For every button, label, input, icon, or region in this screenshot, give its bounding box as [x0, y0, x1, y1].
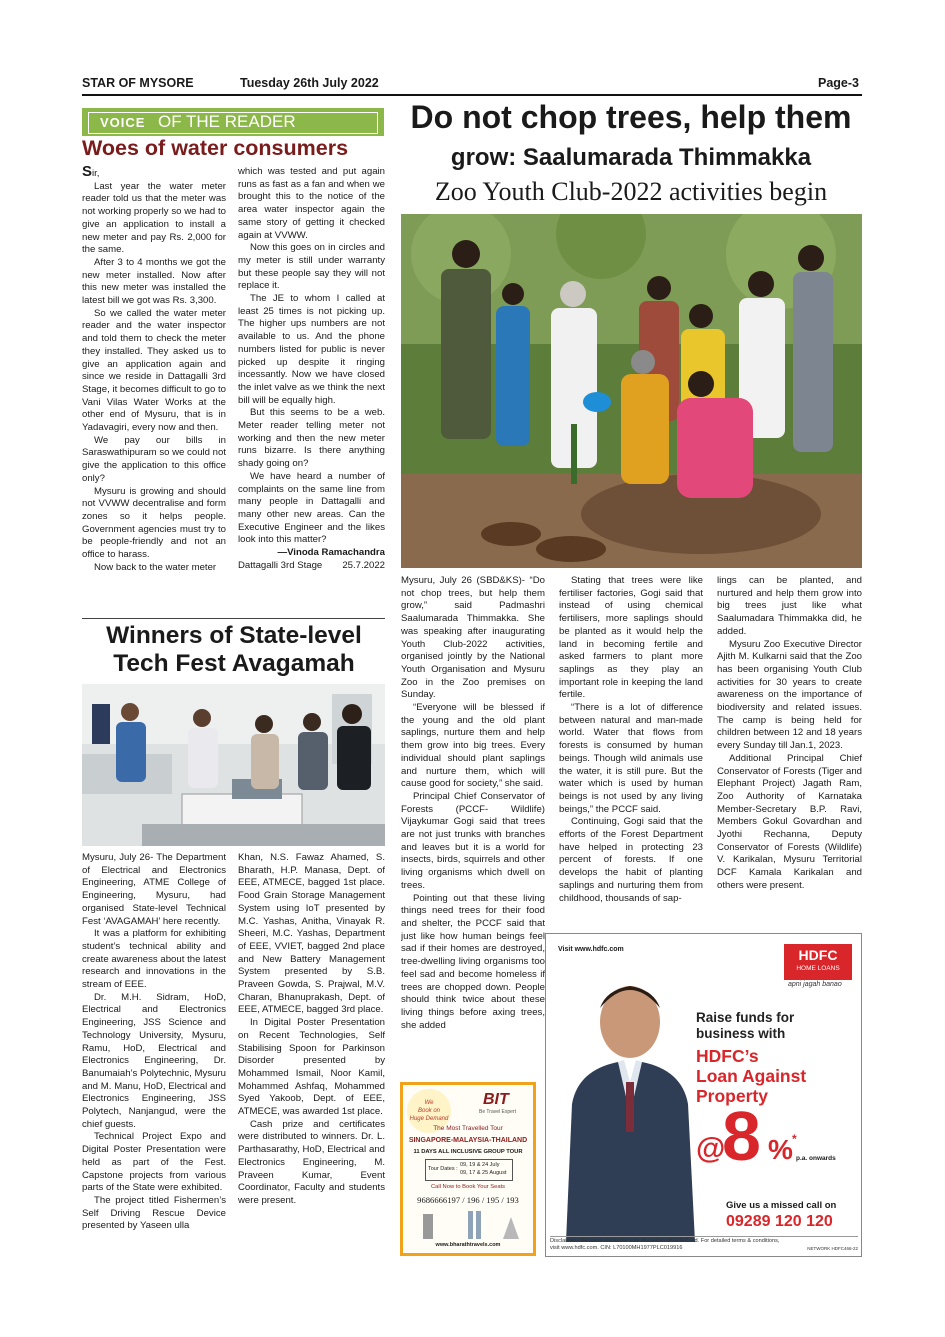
- paragraph: Pointing out that these living things need trees for their food and shelter, the PCCF said that just like how human beings feel sad if their homes are destroyed, tree-dwelling living organisms too feel sad and become homeless if trees are chopped down. People should think twice about these living things before axing trees, she added: [401, 892, 545, 1031]
- hdfc-rate-value: 8: [722, 1097, 761, 1175]
- hdfc-disclaimer: [550, 1236, 858, 1252]
- tour-days: 11 DAYS ALL INCLUSIVE GROUP TOUR: [413, 1149, 523, 1155]
- letter-sign-line: [238, 560, 385, 573]
- paragraph: In Digital Poster Presentation on Recent Technologies, Self Stabilising Spoon for Parkinson Disorder presented by Mohammed Ismail, Noor Kamil, Mohammed Ashfaq, Mohammed Syed Yakoob, Dept. of EEE, ATMECE, was awarded 1st place.: [238, 1017, 385, 1118]
- hdfc-loan-2: Loan Against: [696, 1066, 807, 1086]
- hdfc-brand: HDFC: [798, 947, 838, 963]
- paragraph: The project titled Fishermen’s Self Driving Rescue Device presented by Yaseen ulla: [82, 1194, 226, 1232]
- paragraph: Now back to the water meter: [94, 561, 217, 573]
- hdfc-model-photo: [558, 964, 703, 1242]
- tech-headline-line1: Winners of State-level: [106, 622, 362, 649]
- section-divider: [82, 618, 385, 619]
- header-rule: [82, 94, 862, 96]
- hdfc-percent: %: [768, 1134, 793, 1165]
- tech-fest-photo: [82, 684, 385, 846]
- paragraph: Additional Principal Chief Conservator of Forests (Tiger and Elephant Project) Jagath Ram, Zoo Authority of Karnataka Member-Secretary B.P. Ravi, Members Gokul Govardhan and Jyothi Rechanna, Deputy Conservator of Forests (Wildlife) V. Karikalan, Mysuru Territorial DCF Kamala Karikalan and others were present.: [717, 752, 862, 891]
- travel-ad: [400, 1082, 536, 1256]
- letter-signature: —Vinoda Ramachandra: [277, 547, 385, 559]
- main-column-3: [717, 575, 862, 925]
- main-column-2: [559, 575, 703, 925]
- paragraph: Principal Chief Conservator of Forests (PCCF- Wildlife) Vijaykumar Gogi said that trees are not just trunks with branches and leaves but it is a world for insects, birds, squirrels and other living organisms which dwell on trees.: [401, 790, 545, 891]
- paper-name: STAR OF MYSORE: [82, 76, 194, 90]
- tour-most: The Most Travelled Tour: [433, 1125, 503, 1132]
- paragraph: The JE to whom I called at least 25 times is not picking up. The higher ups numbers are not available to us. And the phone numbers listed for public is never picked up despite it ringing incessantly. Now we have closed the inlet valve as we think the next bill will be equally high.: [238, 293, 385, 406]
- tech-column-2: [238, 852, 385, 1262]
- paragraph: We have heard a number of complaints on the same line from many people in Dattagalli and many other new areas. Can the Executive Engineer and the likes look into this matter?: [238, 470, 385, 546]
- paragraph: “There is a lot of difference between natural and man-made world. Water that flows from forests is consumed by human beings. Though wild animals use the water, it is still pure. But the water which is used by human beings is not used by any living beings,” the PCCF said.: [559, 702, 703, 815]
- paragraph: which was tested and put again runs as fast as a fan and when we brought this to the notice of the area water inspector again the same story of getting it checked again at VVWW.: [238, 166, 385, 241]
- hdfc-pa: p.a. onwards: [796, 1155, 836, 1162]
- tour-destinations: SINGAPORE-MALAYSIA-THAILAND: [408, 1137, 528, 1144]
- voice-banner: [82, 108, 384, 136]
- hdfc-at: @: [696, 1132, 726, 1165]
- hdfc-loan-3: Property: [696, 1086, 768, 1106]
- tree-planting-photo: [401, 214, 862, 568]
- hdfc-raise-1: Raise funds for: [696, 1010, 795, 1025]
- paragraph: So we called the water meter reader and the water inspector and told them to check the meter they installed. They asked us to give an application again and since we reside in Dattagalli 3rd Stage, it becomes difficult to go to Vani Vilas Water Works at the other end of Mysuru, that is in Yadavagiri, every now and then.: [82, 307, 226, 434]
- hdfc-visit: Visit www.hdfc.com: [558, 946, 624, 953]
- travel-tagline: Be Travel Expert: [479, 1109, 516, 1115]
- paragraph: Mysuru is growing and should not VVWW decentralise and form zones so it helps people. Government agencies must try to be people-friendly and not an office to harass.: [82, 485, 226, 561]
- paragraph: After 3 to 4 months we got the new meter installed. Now after this new meter was installed the latest bill we got was Rs. 3,300.: [82, 256, 226, 307]
- travel-website: www.bharathtravels.com: [435, 1242, 501, 1248]
- hdfc-logo: [784, 944, 852, 980]
- hdfc-phone: 09289 120 120: [726, 1213, 833, 1230]
- paragraph: Stating that trees were like fertiliser factories, Gogi said that instead of using chemical fertilisers, more saplings should be planted as it would help the land in becoming fertile and asked farmers to plant more saplings as they play an important role in keeping the land fertile.: [559, 575, 703, 701]
- hdfc-network: NETWORK HDFC466-22: [807, 1246, 858, 1251]
- page-number: Page-3: [818, 76, 859, 90]
- paragraph: Khan, N.S. Fawaz Ahamed, S. Bharath, H.P. Manasa, Dept. of EEE, ATMECE, bagged 1st place. Food Grain Storage Management System using IoT presented by M.C. Yashas, Anitha, Vinayak R. Sheeri, M.C. Yashas, Department of EEE, VVIET, bagged 2nd place and New Battery Management System presented by S.B. Praveen Gowda, S. Prajwal, M.V. Charan, Bhanuprakash, Dept. of EEE, ATMECE, bagged 3rd place.: [238, 852, 385, 1016]
- travel-logo: BIT: [483, 1091, 509, 1108]
- tour-dates-1: 09, 19 & 24 July: [460, 1162, 500, 1168]
- hdfc-disclaimer-2-row: [550, 1245, 858, 1252]
- tour-phone: 9686666197 / 196 / 195 / 193: [417, 1195, 519, 1205]
- hdfc-asterisk: *: [792, 1132, 797, 1146]
- voice-badge: VOICE: [100, 115, 146, 130]
- paragraph: Continuing, Gogi said that the efforts of the Forest Department have helped in protecting 23 percent of forests. If one develops the habit of planting saplings and nurturing them from childhood, thousands of sap-: [559, 816, 703, 904]
- hdfc-raise: [696, 1010, 794, 1042]
- paragraph: Mysuru Zoo Executive Director Ajith M. Kulkarni said that the Zoo has been organising Youth Club activities for 30 years to create awareness on the importance of biodiversity and related issues. The camp is being held for children between 12 and 18 years every Sunday till Jan.1, 2023.: [717, 638, 862, 752]
- main-column-1: [401, 575, 545, 1075]
- paragraph: Now this goes on in circles and my meter is still under warranty but these people say they will not replace it.: [238, 242, 385, 292]
- paragraph: Last year the water meter reader told us that the meter was not working properly so we had to give an application to install a new meter and pay Rs. 2,000 for the same.: [82, 180, 226, 256]
- hdfc-loan-1: HDFC’s: [696, 1046, 759, 1066]
- paragraph: But this seems to be a web. Meter reader telling meter not working and then the new meter runs bizarre. Is there anything shady going on?: [238, 407, 385, 470]
- main-headline-3: Zoo Youth Club-2022 activities begin: [434, 177, 828, 206]
- paragraph: It was a platform for exhibiting student’s technical ability and create awareness about the latest research and innovations in the stream of EEE.: [82, 928, 226, 991]
- paragraph: lings can be planted, and nurtured and help them grow into big trees just like what Saalumadara Thimmakka did, he added.: [717, 575, 862, 637]
- issue-date: Tuesday 26th July 2022: [240, 76, 379, 90]
- letter-column-1: [82, 166, 226, 614]
- tour-dates-box: [425, 1159, 513, 1181]
- letter-place: Dattagalli 3rd Stage: [238, 559, 323, 571]
- tech-headline: [82, 622, 386, 678]
- hdfc-missed: Give us a missed call on: [726, 1200, 837, 1211]
- voice-rest: OF THE READER: [158, 112, 296, 131]
- paragraph: Mysuru, July 26 (SBD&KS)- “Do not chop trees, but help them grow,” said Padmashri Saalumarada Thimmakka. She was speaking after inaugurating Youth Club-2022 activities, organised jointly by the National Youth Organisation and Mysuru Zoo in the Zoo premises on Sunday.: [401, 575, 545, 701]
- hdfc-sub: HOME LOANS: [796, 965, 840, 972]
- hdfc-ad: [545, 933, 862, 1257]
- tech-headline-line2: Tech Fest Avagamah: [113, 650, 355, 677]
- tech-column-1: [82, 852, 226, 1262]
- paragraph: We pay our bills in Saraswathipuram so we could not give the application to this office only?: [82, 434, 226, 484]
- letter-title: Woes of water consumers: [82, 136, 349, 160]
- tour-dates-label: Tour Dates :: [428, 1166, 458, 1172]
- paragraph: Cash prize and certificates were distributed to winners. Dr. L. Parthasarathy, HoD, Electrical and Electronics Engineering, M. Praveen Kumar, Event Coordinator, Faculty and students were present.: [238, 1118, 385, 1206]
- main-headline-2: grow: Saalumarada Thimmakka: [450, 144, 812, 171]
- demand-badge: We Book on Huge Demand: [407, 1089, 451, 1133]
- paragraph: “Everyone will be blessed if the young and the old plant saplings, nurture them and help them grow into big trees. Every individual should plant saplings and nurture them, which will cause good for society,” she said.: [401, 702, 545, 790]
- paragraph: Mysuru, July 26- The Department of Electrical and Electronics Engineering, ATME College of Engineering, Mysuru, had organised State-level Technical Fest ‘AVAGAMAH’ here recently.: [82, 852, 226, 927]
- main-headline-1: Do not chop trees, help them: [410, 99, 852, 135]
- tour-call: Call Now to Book Your Seats: [430, 1184, 506, 1190]
- paragraph: Dr. M.H. Sidram, HoD, Electrical and Electronics Engineering, JSS Science and Technology University, Mysuru, Ramu, HoD, Electrical and Electronics Engineering, Dr. Banumaiah’s Polytechnic, Mysuru and M. Manu, HoD, Electrical and Electronics Engineering, JSS Polytech, Nanjangud, were the chief guests.: [82, 991, 226, 1130]
- letter-date: 25.7.2022: [342, 559, 385, 571]
- hdfc-disclaimer-2: visit www.hdfc.com. CIN: L70100MH1977PLC019916: [550, 1245, 683, 1251]
- landmarks-illustration: [413, 1209, 525, 1239]
- hdfc-disclaimer-1: Disclaimer: *All loans are at the sole discretion of HDFC Ltd. For detailed terms & conditions,: [550, 1238, 780, 1244]
- hdfc-raise-2: business with: [696, 1026, 786, 1041]
- hdfc-tag: apni jagah banao: [788, 981, 842, 988]
- letter-column-2: [238, 166, 385, 614]
- paragraph: Technical Project Expo and Digital Poster Presentation were held as part of the Fest. Capstone projects from various parts of the State were exhibited.: [82, 1131, 226, 1194]
- letter-salutation: Sir,: [82, 166, 100, 180]
- tour-dates-2: 09, 17 & 25 August: [460, 1170, 507, 1176]
